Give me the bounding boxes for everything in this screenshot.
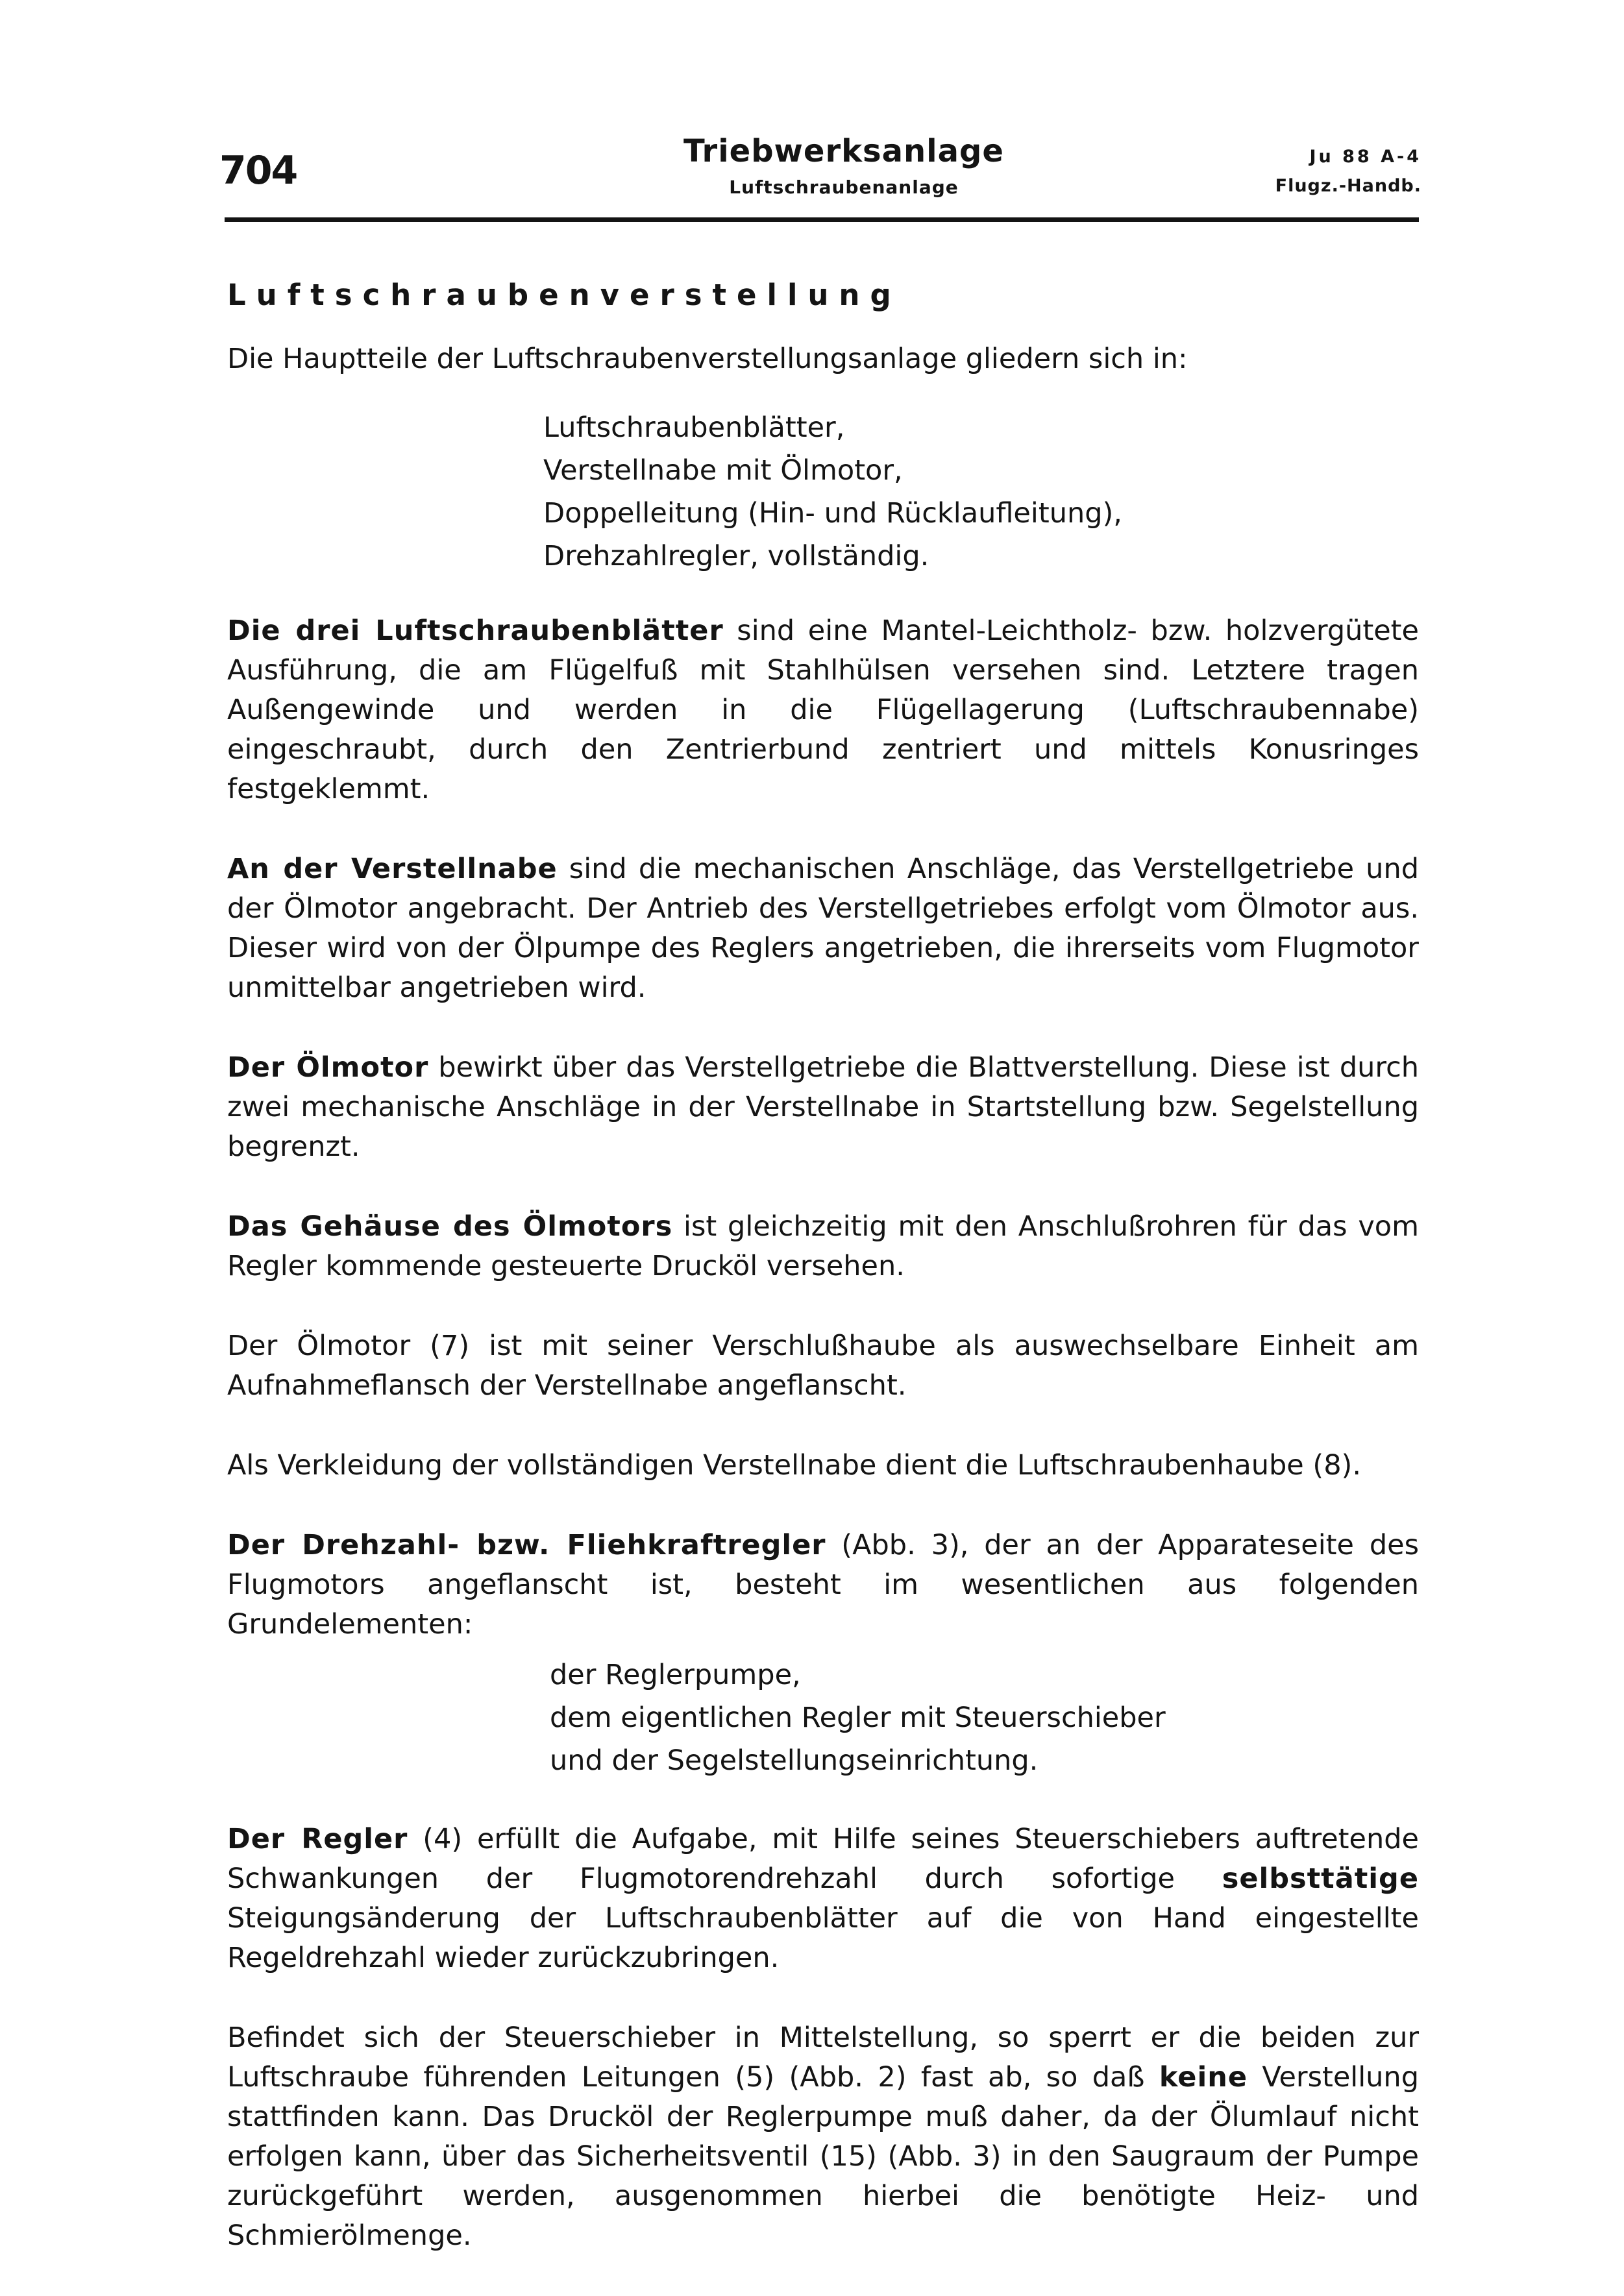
- paragraph-lead: Der Drehzahl- bzw. Fliehkraftregler: [227, 1529, 826, 1561]
- paragraph-lead: An der Verstellnabe: [227, 853, 558, 885]
- aircraft-model: Ju 88 A-4: [1309, 147, 1421, 167]
- paragraph-oil-motor-unit: Der Ölmotor (7) ist mit seiner Verschlußhaube als auswechselbare Einheit am Aufnahmeflansch der Verstellnabe angeflanscht.: [227, 1330, 1419, 1402]
- paragraph-lead: Der Regler: [227, 1823, 408, 1855]
- paragraph-text: (Abb. 3), der an der Apparateseite des Flugmotors angeflanscht ist, besteht im wesentlichen aus folgenden Grundelementen:: [227, 1529, 1419, 1641]
- emphasis-text: keine: [1159, 2061, 1248, 2094]
- paragraph-text: Befindet sich der Steuerschieber in Mittelstellung, so sperrt er die beiden zur Luftschraube führenden Leitungen (5) (Abb. 2) fast ab, so daß: [227, 2021, 1419, 2094]
- paragraph-text: Steigungsänderung der Luftschraubenblätter auf die von Hand eingestellte Regeldrehzahl wieder zurückzubringen.: [227, 1902, 1419, 1974]
- governor-elements-list: [550, 1654, 1419, 1782]
- paragraph-spinner: Als Verkleidung der vollständigen Verstellnabe dient die Luftschraubenhaube (8).: [227, 1449, 1362, 1482]
- paragraph-text: (4) erfüllt die Aufgabe, mit Hilfe seines Steuerschiebers auftretende Schwankungen der Flugmotorendrehzahl durch sofortige: [227, 1823, 1419, 1895]
- page-number: 704: [219, 148, 297, 193]
- header-rule: [225, 217, 1419, 222]
- paragraph-blades: [227, 611, 1419, 809]
- list-item: Doppelleitung (Hin- und Rücklaufleitung),: [543, 497, 1122, 530]
- list-item: Luftschraubenblätter,: [543, 411, 845, 444]
- handbook-label: Flugz.-Handb.: [1275, 176, 1421, 196]
- paragraph-lead: Der Ölmotor: [227, 1051, 429, 1084]
- header-subtitle: Luftschraubenanlage: [729, 177, 959, 198]
- paragraph-text: Verstellung stattfinden kann. Das Drucköl der Reglerpumpe muß daher, da der Ölumlauf nicht erfolgen kann, über das Sicherheitsventil (15) (Abb. 3) in den Saugraum der Pumpe zurückgeführt werden, ausgenommen hierbei die benötigte Heiz- und Schmierölmenge.: [227, 2061, 1419, 2252]
- page-content: [227, 276, 1419, 2296]
- header-meta: [1275, 141, 1421, 200]
- paragraph-control-valve: [227, 2018, 1419, 2256]
- paragraph-text: sind die mechanischen Anschläge, das Verstellgetriebe und der Ölmotor angebracht. Der Antrieb des Verstellgetriebes erfolgt vom Ölmotor aus. Dieser wird von der Ölpumpe des Reglers angetrieben, die ihrerseits vom Flugmotor unmittelbar angetrieben wird.: [227, 853, 1419, 1004]
- list-item: Verstellnabe mit Ölmotor,: [543, 454, 903, 487]
- list-item: und der Segelstellungseinrichtung.: [550, 1744, 1039, 1777]
- emphasis-text: selbsttätige: [1222, 1862, 1419, 1895]
- parts-list: [543, 406, 1419, 578]
- paragraph-lead: Das Gehäuse des Ölmotors: [227, 1210, 673, 1243]
- list-item: dem eigentlichen Regler mit Steuerschieber: [550, 1702, 1166, 1734]
- paragraph-oil-motor: [227, 1048, 1419, 1167]
- paragraph-regulator: [227, 1820, 1419, 1978]
- paragraph-hub: [227, 849, 1419, 1008]
- paragraph-text: bewirkt über das Verstellgetriebe die Blattverstellung. Diese ist durch zwei mechanische Anschläge in der Verstellnabe in Startstellung bzw. Segelstellung begrenzt.: [227, 1051, 1419, 1163]
- section-title: Luftschraubenverstellung: [227, 278, 902, 312]
- paragraph-governor: [227, 1526, 1419, 1644]
- paragraph-text: sind eine Mantel-Leichtholz- bzw. holzvergütete Ausführung, die am Flügelfuß mit Stahlhülsen versehen sind. Letztere tragen Außengewinde und werden in die Flügellagerung (Luftschraubennabe) eingeschraubt, durch den Zentrierbund zentriert und mittels Konusringes festgeklemmt.: [227, 615, 1419, 805]
- paragraph-text: ist gleichzeitig mit den Anschlußrohren für das vom Regler kommende gesteuerte Drucköl versehen.: [227, 1210, 1419, 1282]
- list-item: der Reglerpumpe,: [550, 1659, 801, 1691]
- running-header: [584, 131, 1103, 204]
- intro-paragraph: Die Hauptteile der Luftschraubenverstellungsanlage gliedern sich in:: [227, 343, 1188, 375]
- paragraph-housing: [227, 1207, 1419, 1286]
- header-title: Triebwerksanlage: [683, 133, 1004, 169]
- list-item: Drehzahlregler, vollständig.: [543, 540, 929, 572]
- paragraph-lead: Die drei Luftschraubenblätter: [227, 615, 724, 647]
